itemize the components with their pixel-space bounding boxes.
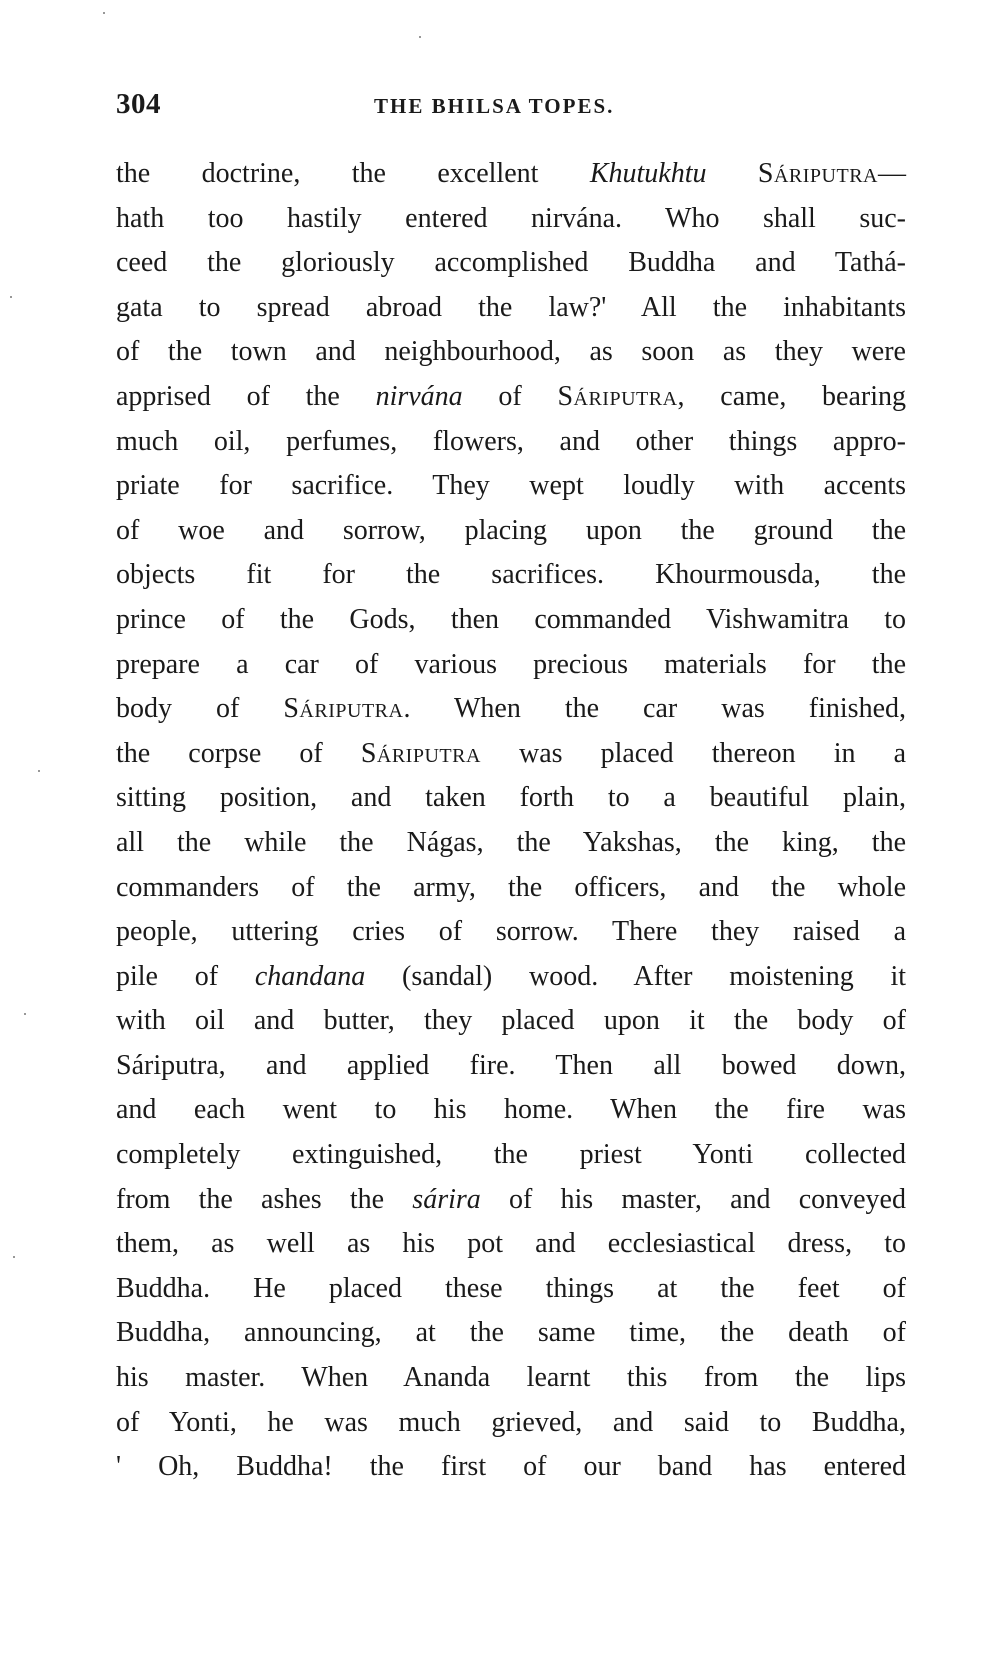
text-line — [116, 1267, 906, 1312]
italic-text: nirvána — [375, 380, 463, 412]
text-segment: priate for sacrifice. They wept loudly with accents — [116, 470, 906, 502]
scan-speck — [38, 770, 40, 772]
text-line — [116, 1222, 906, 1267]
scan-speck — [10, 296, 12, 298]
text-segment: with oil and butter, they placed upon it the body of — [116, 1005, 906, 1037]
text-segment: all the while the Nágas, the Yakshas, the king, the — [116, 826, 906, 858]
text-segment: people, uttering cries of sorrow. There they raised a — [116, 916, 906, 948]
text-line — [116, 286, 906, 331]
scan-speck — [24, 1013, 26, 1015]
text-segment: , came, bearing — [677, 380, 907, 412]
text-line — [116, 1178, 906, 1223]
text-line — [116, 553, 906, 598]
text-line — [116, 732, 906, 777]
text-line — [116, 1445, 906, 1490]
text-line — [116, 1133, 906, 1178]
text-segment: (sandal) wood. After moistening it — [365, 960, 907, 992]
text-line — [116, 1356, 906, 1401]
text-line — [116, 241, 906, 286]
text-line — [116, 910, 906, 955]
small-caps-text: Sáriputra — [557, 380, 678, 412]
text-line — [116, 999, 906, 1044]
text-line — [116, 1401, 906, 1446]
text-segment: body of — [116, 693, 284, 725]
text-segment: hath too hastily entered nirvána. Who shall suc- — [116, 202, 906, 234]
text-line — [116, 821, 906, 866]
text-segment: of woe and sorrow, placing upon the ground the — [116, 514, 906, 546]
text-segment: apprised of the — [116, 380, 376, 412]
text-segment: . When the car was finished, — [403, 693, 906, 725]
text-segment: from the ashes the — [116, 1183, 413, 1215]
text-segment: Sáriputra, and applied fire. Then all bowed down, — [116, 1049, 906, 1081]
text-segment: gata to spread abroad the law?' All the inhabitants — [116, 291, 906, 323]
page-header — [116, 88, 906, 128]
text-segment: completely extinguished, the priest Yonti collected — [116, 1139, 906, 1171]
text-line — [116, 197, 906, 242]
text-segment: pile of — [116, 960, 255, 992]
text-line — [116, 509, 906, 554]
text-line — [116, 1088, 906, 1133]
text-line — [116, 464, 906, 509]
running-title: THE BHILSA TOPES. — [374, 94, 615, 118]
scan-speck — [103, 12, 105, 14]
text-segment: Buddha, announcing, at the same time, the death of — [116, 1317, 906, 1349]
text-segment: prince of the Gods, then commanded Vishwamitra to — [116, 603, 906, 635]
small-caps-text: Sáriputra — [283, 693, 404, 725]
scan-speck — [419, 36, 421, 38]
italic-text: chandana — [254, 960, 366, 992]
text-segment: objects fit for the sacrifices. Khourmousda, the — [116, 559, 906, 591]
text-line — [116, 420, 906, 465]
small-caps-text: Sáriputra — [360, 737, 481, 769]
text-segment: of — [462, 380, 558, 412]
text-segment: much oil, perfumes, flowers, and other things appro- — [116, 425, 906, 457]
text-segment: them, as well as his pot and ecclesiastical dress, to — [116, 1228, 906, 1260]
text-segment: ceed the gloriously accomplished Buddha and Tathá- — [116, 247, 906, 279]
text-segment: sitting position, and taken forth to a beautiful plain, — [116, 782, 906, 814]
text-line — [116, 598, 906, 643]
text-segment: his master. When Ananda learnt this from the lips — [116, 1362, 906, 1394]
text-segment — [707, 158, 758, 189]
text-line — [116, 330, 906, 375]
page-number: 304 — [116, 88, 161, 120]
text-segment: the corpse of — [116, 737, 361, 769]
text-segment: — — [878, 158, 906, 189]
text-line — [116, 866, 906, 911]
text-segment: of the town and neighbourhood, as soon as they were — [116, 336, 906, 368]
italic-text: sárira — [412, 1183, 481, 1215]
text-segment: ' Oh, Buddha! the first of our band has entered — [116, 1451, 906, 1483]
text-line — [116, 1044, 906, 1089]
body-text — [116, 152, 906, 1490]
text-segment: prepare a car of various precious materials for the — [116, 648, 906, 680]
text-line — [116, 687, 906, 732]
italic-text: Khutukhtu — [589, 158, 707, 189]
text-segment: commanders of the army, the officers, and the whole — [116, 871, 906, 903]
text-segment: of his master, and conveyed — [480, 1183, 906, 1215]
text-segment: Buddha. He placed these things at the feet of — [116, 1272, 906, 1304]
text-segment: of Yonti, he was much grieved, and said to Buddha, — [116, 1406, 906, 1438]
small-caps-text: Sáriputra — [757, 158, 878, 189]
text-line — [116, 375, 906, 420]
text-line — [116, 955, 906, 1000]
text-line — [116, 1311, 906, 1356]
text-segment: and each went to his home. When the fire was — [116, 1094, 906, 1126]
text-line — [116, 152, 906, 197]
text-segment: was placed thereon in a — [480, 737, 907, 769]
text-segment: the doctrine, the excellent — [116, 158, 590, 189]
text-line — [116, 776, 906, 821]
scan-speck — [13, 1256, 15, 1258]
text-line — [116, 643, 906, 688]
